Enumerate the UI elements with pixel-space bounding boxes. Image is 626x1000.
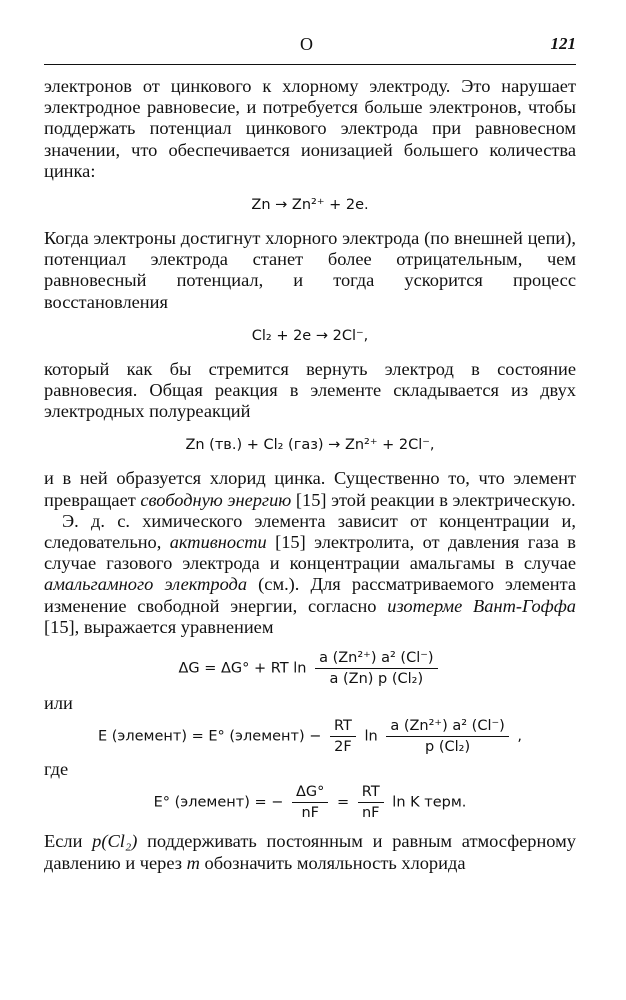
paragraph-3: который как бы стремится вернуть электрод в состояние равновесия. Общая реакция в элементе складывается из двух электродных полуреакций bbox=[44, 358, 576, 422]
p6-text-c: обозначить моляльность хлорида bbox=[199, 852, 466, 873]
gibbs-denominator: a (Zn) p (Cl₂) bbox=[329, 671, 424, 688]
p5-emphasis-isotherm: изотерме Вант-Гоффа bbox=[387, 595, 576, 616]
p5-text-c: (см.). Для рассматриваемого элемента изменение свободной энергии, согласно bbox=[44, 574, 576, 616]
std-emf-denominator-1: nF bbox=[301, 805, 319, 822]
paragraph-1: электронов от цинкового к хлорному электроду. Это нарушает электродное равновесие, и потребуется больше электронов, чтобы поддержать потенциал цинкового электрода при равновесном значении, что обеспечивается ионизацией большего количества цинка: bbox=[44, 76, 576, 181]
p6-text-b: поддерживать постоянным и равным атмосферному давлению и через bbox=[44, 831, 576, 873]
p4-emphasis: свободную энергию bbox=[140, 489, 292, 510]
p5-text-a: Э. д. с. химического элемента зависит от концентрации и, следовательно, bbox=[44, 510, 576, 553]
std-emf-equals: = bbox=[337, 794, 350, 811]
p5-emphasis-activity: активности bbox=[169, 532, 267, 553]
page-header bbox=[44, 34, 576, 62]
p4-text-a: и в ней образуется хлорид цинка. Существенно то, что элемент превращает bbox=[44, 468, 576, 510]
std-emf-fraction-1 bbox=[292, 784, 328, 821]
std-emf-tail: ln K терм. bbox=[392, 794, 467, 811]
page-body bbox=[44, 76, 576, 874]
gibbs-fraction bbox=[315, 650, 437, 687]
emf-activity-fraction bbox=[386, 718, 508, 755]
paragraph-2: Когда электроны достигнут хлорного электрода (по внешней цепи), потенциал электрода станет более отрицательным, чем равновесный потенциал, и тогда ускорится процесс восстановления bbox=[44, 228, 576, 312]
formula-overall-reaction: Zn (тв.) + Cl₂ (газ) → Zn²⁺ + 2Cl⁻, bbox=[185, 437, 435, 454]
paragraph-5 bbox=[44, 511, 576, 638]
header-rule bbox=[44, 64, 576, 65]
running-head: О bbox=[300, 34, 313, 54]
formula-gibbs bbox=[44, 650, 576, 687]
label-where: где bbox=[44, 759, 69, 780]
std-emf-numerator-1: ΔG° bbox=[292, 784, 328, 803]
page-number: 121 bbox=[550, 34, 576, 53]
formula-emf bbox=[44, 718, 576, 755]
p5-text-d: [15], выражается уравнением bbox=[44, 616, 274, 637]
emf-lhs: E (элемент) = E° (элемент) − bbox=[97, 728, 322, 745]
emf-rt-numerator: RT bbox=[330, 718, 356, 737]
formula-standard-emf bbox=[44, 784, 576, 821]
emf-activity-denominator: p (Cl₂) bbox=[425, 739, 471, 756]
gibbs-numerator: a (Zn²⁺) a² (Cl⁻) bbox=[315, 650, 437, 669]
emf-rt-denominator: 2F bbox=[334, 739, 352, 756]
emf-activity-numerator: a (Zn²⁺) a² (Cl⁻) bbox=[386, 718, 508, 737]
p4-text-b: [15] этой реакции в электрическую. bbox=[291, 489, 576, 510]
formula-zinc-oxidation: Zn → Zn²⁺ + 2e. bbox=[251, 197, 369, 214]
emf-ln: ln bbox=[364, 728, 378, 745]
formula-chlorine-reduction: Cl₂ + 2e → 2Cl⁻, bbox=[251, 327, 369, 344]
paragraph-6 bbox=[44, 831, 576, 873]
std-emf-denominator-2: nF bbox=[361, 805, 380, 822]
label-or: или bbox=[44, 693, 73, 714]
emf-rt-fraction bbox=[330, 718, 356, 755]
paragraph-4 bbox=[44, 468, 576, 510]
p5-emphasis-amalgam: амальгамного электрода bbox=[44, 574, 248, 595]
gibbs-lhs: ΔG = ΔG° + RT ln bbox=[178, 660, 307, 677]
p6-molality-symbol: m bbox=[186, 852, 200, 873]
p5-text-b: [15] электролита, от давления газа в случае газового электрода и концентрации амальгамы в случае bbox=[44, 532, 576, 574]
p6-text-a: Если bbox=[44, 831, 93, 852]
emf-tail: , bbox=[517, 728, 522, 745]
p6-pressure-symbol: p(Cl₂) bbox=[92, 831, 138, 852]
std-emf-numerator-2: RT bbox=[358, 784, 384, 803]
book-page bbox=[44, 34, 576, 873]
std-emf-lhs: E° (элемент) = − bbox=[153, 794, 284, 811]
std-emf-fraction-2 bbox=[358, 784, 384, 821]
